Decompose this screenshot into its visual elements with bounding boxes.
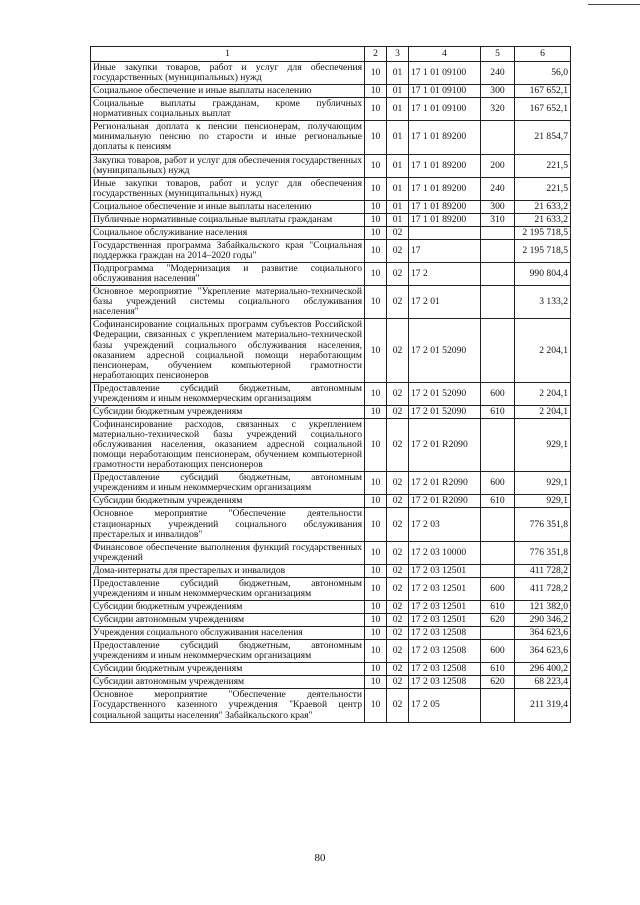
row-subsection: 02 (387, 564, 409, 577)
row-name: Основное мероприятие "Укрепление материально-технической базы учреждений системы социального обслуживания населения" (91, 286, 365, 319)
row-target-code: 17 (409, 239, 481, 262)
row-subsection: 02 (387, 627, 409, 640)
row-amount: 929,1 (515, 495, 571, 508)
budget-table (90, 46, 571, 723)
table-row (91, 200, 571, 213)
row-expense-type: 610 (481, 600, 515, 613)
row-subsection: 02 (387, 226, 409, 239)
row-section: 10 (365, 405, 387, 418)
row-name: Субсидии бюджетным учреждениям (91, 405, 365, 418)
row-section: 10 (365, 627, 387, 640)
row-section: 10 (365, 263, 387, 286)
row-subsection: 01 (387, 98, 409, 121)
row-target-code: 17 2 03 12501 (409, 614, 481, 627)
row-target-code: 17 2 03 12501 (409, 600, 481, 613)
row-amount: 776 351,8 (515, 541, 571, 564)
row-target-code: 17 2 03 10000 (409, 541, 481, 564)
row-amount: 2 204,1 (515, 382, 571, 405)
row-name: Региональная доплата к пенсии пенсионерам, получающим минимальную пенсию по старости и иные региональные доплаты к пенсиям (91, 121, 365, 154)
header-cell-3: 3 (387, 47, 409, 62)
table-row (91, 418, 571, 471)
row-expense-type: 300 (481, 200, 515, 213)
table-row (91, 564, 571, 577)
row-subsection: 02 (387, 472, 409, 495)
row-section: 10 (365, 676, 387, 689)
table-row (91, 62, 571, 85)
row-expense-type: 620 (481, 676, 515, 689)
row-target-code: 17 2 03 12501 (409, 577, 481, 600)
header-cell-2: 2 (365, 47, 387, 62)
row-section: 10 (365, 472, 387, 495)
row-expense-type (481, 564, 515, 577)
table-row (91, 600, 571, 613)
row-expense-type (481, 689, 515, 722)
row-section: 10 (365, 154, 387, 177)
row-expense-type: 240 (481, 62, 515, 85)
table-row (91, 154, 571, 177)
top-rule (588, 4, 640, 5)
table-row (91, 495, 571, 508)
row-name: Социальное обслуживание населения (91, 226, 365, 239)
row-section: 10 (365, 286, 387, 319)
row-section: 10 (365, 689, 387, 722)
row-target-code: 17 2 01 R2090 (409, 472, 481, 495)
table-row (91, 382, 571, 405)
row-expense-type: 310 (481, 213, 515, 226)
row-target-code: 17 1 01 09100 (409, 98, 481, 121)
table-row (91, 663, 571, 676)
row-expense-type: 240 (481, 177, 515, 200)
row-name: Основное мероприятие "Обеспечение деятельности Государственного казенного учреждения "Краевой центр социальной защиты населения" Забайкальского края" (91, 689, 365, 722)
header-cell-4: 4 (409, 47, 481, 62)
row-target-code: 17 2 03 12508 (409, 676, 481, 689)
row-expense-type: 600 (481, 577, 515, 600)
row-subsection: 02 (387, 418, 409, 471)
table-row (91, 85, 571, 98)
table-row (91, 98, 571, 121)
row-name: Предоставление субсидий бюджетным, автономным учреждениям и иным некоммерческим организациям (91, 577, 365, 600)
table-row (91, 614, 571, 627)
row-name: Социальное обеспечение и иные выплаты населению (91, 200, 365, 213)
row-section: 10 (365, 495, 387, 508)
row-name: Социальное обеспечение и иные выплаты населению (91, 85, 365, 98)
row-subsection: 02 (387, 676, 409, 689)
row-target-code: 17 2 03 12508 (409, 640, 481, 663)
row-subsection: 01 (387, 154, 409, 177)
row-expense-type: 600 (481, 640, 515, 663)
table-row (91, 239, 571, 262)
row-subsection: 02 (387, 382, 409, 405)
row-amount: 364 623,6 (515, 640, 571, 663)
row-name: Предоставление субсидий бюджетным, автономным учреждениям и иным некоммерческим организациям (91, 640, 365, 663)
row-section: 10 (365, 319, 387, 382)
row-subsection: 02 (387, 405, 409, 418)
table-row (91, 640, 571, 663)
row-amount: 221,5 (515, 177, 571, 200)
row-target-code: 17 2 (409, 263, 481, 286)
row-amount: 21 633,2 (515, 200, 571, 213)
row-section: 10 (365, 200, 387, 213)
row-section: 10 (365, 213, 387, 226)
row-section: 10 (365, 382, 387, 405)
row-name: Государственная программа Забайкальского края "Социальная поддержка граждан на 2014–2020 годы" (91, 239, 365, 262)
row-target-code: 17 1 01 89200 (409, 177, 481, 200)
row-section: 10 (365, 577, 387, 600)
row-subsection: 01 (387, 85, 409, 98)
row-target-code: 17 2 03 (409, 508, 481, 541)
row-subsection: 02 (387, 577, 409, 600)
row-target-code: 17 2 03 12508 (409, 663, 481, 676)
row-target-code: 17 1 01 89200 (409, 154, 481, 177)
row-expense-type (481, 541, 515, 564)
row-amount: 411 728,2 (515, 577, 571, 600)
row-amount: 167 652,1 (515, 98, 571, 121)
row-subsection: 01 (387, 62, 409, 85)
row-amount: 21 633,2 (515, 213, 571, 226)
row-section: 10 (365, 98, 387, 121)
row-name: Субсидии автономным учреждениям (91, 676, 365, 689)
row-name: Финансовое обеспечение выполнения функций государственных учреждений (91, 541, 365, 564)
row-target-code: 17 1 01 89200 (409, 200, 481, 213)
row-name: Основное мероприятие "Обеспечение деятельности стационарных учреждений социального обслуживания престарелых и инвалидов" (91, 508, 365, 541)
row-amount: 929,1 (515, 472, 571, 495)
row-amount: 296 400,2 (515, 663, 571, 676)
row-target-code (409, 226, 481, 239)
row-section: 10 (365, 541, 387, 564)
row-amount: 68 223,4 (515, 676, 571, 689)
row-section: 10 (365, 640, 387, 663)
row-expense-type (481, 239, 515, 262)
row-subsection: 02 (387, 508, 409, 541)
row-amount: 364 623,6 (515, 627, 571, 640)
row-target-code: 17 2 03 12508 (409, 627, 481, 640)
row-amount: 167 652,1 (515, 85, 571, 98)
row-section: 10 (365, 121, 387, 154)
table-row (91, 319, 571, 382)
row-subsection: 02 (387, 541, 409, 564)
header-row (91, 47, 571, 62)
row-section: 10 (365, 239, 387, 262)
row-expense-type: 320 (481, 98, 515, 121)
row-expense-type (481, 627, 515, 640)
header-cell-5: 5 (481, 47, 515, 62)
row-target-code: 17 2 01 (409, 286, 481, 319)
row-expense-type (481, 508, 515, 541)
row-subsection: 01 (387, 200, 409, 213)
table-row (91, 263, 571, 286)
row-expense-type: 610 (481, 663, 515, 676)
row-amount: 2 204,1 (515, 405, 571, 418)
row-subsection: 01 (387, 121, 409, 154)
row-expense-type (481, 121, 515, 154)
table-row (91, 226, 571, 239)
row-expense-type: 610 (481, 495, 515, 508)
row-target-code: 17 2 05 (409, 689, 481, 722)
row-section: 10 (365, 418, 387, 471)
row-target-code: 17 2 01 52090 (409, 319, 481, 382)
row-name: Социальные выплаты гражданам, кроме публичных нормативных социальных выплат (91, 98, 365, 121)
row-amount: 929,1 (515, 418, 571, 471)
row-section: 10 (365, 85, 387, 98)
row-amount: 2 195 718,5 (515, 226, 571, 239)
row-amount: 2 204,1 (515, 319, 571, 382)
row-target-code: 17 2 01 R2090 (409, 418, 481, 471)
table-row (91, 286, 571, 319)
row-name: Софинансирование расходов, связанных с укреплением материально-технической базы учреждений социального обслуживания населения, оказанием адресной социальной помощи неработающим пенсионерам, обучением компьютерной грамотности неработающих пенсионеров (91, 418, 365, 471)
row-subsection: 02 (387, 286, 409, 319)
row-subsection: 02 (387, 600, 409, 613)
row-section: 10 (365, 226, 387, 239)
row-subsection: 02 (387, 263, 409, 286)
row-expense-type (481, 418, 515, 471)
row-target-code: 17 1 01 89200 (409, 121, 481, 154)
row-name: Учреждения социального обслуживания населения (91, 627, 365, 640)
row-section: 10 (365, 62, 387, 85)
row-subsection: 02 (387, 495, 409, 508)
row-name: Закупка товаров, работ и услуг для обеспечения государственных (муниципальных) нужд (91, 154, 365, 177)
row-name: Иные закупки товаров, работ и услуг для обеспечения государственных (муниципальных) нужд (91, 62, 365, 85)
row-amount: 56,0 (515, 62, 571, 85)
row-name: Дома-интернаты для престарелых и инвалидов (91, 564, 365, 577)
header-cell-1: 1 (91, 47, 365, 62)
row-amount: 211 319,4 (515, 689, 571, 722)
row-section: 10 (365, 663, 387, 676)
row-section: 10 (365, 600, 387, 613)
table-row (91, 627, 571, 640)
page-number: 80 (314, 852, 326, 864)
row-amount: 121 382,0 (515, 600, 571, 613)
row-amount: 2 195 718,5 (515, 239, 571, 262)
row-amount: 290 346,2 (515, 614, 571, 627)
row-amount: 411 728,2 (515, 564, 571, 577)
row-amount: 221,5 (515, 154, 571, 177)
table-row (91, 472, 571, 495)
table-row (91, 121, 571, 154)
row-name: Софинансирование социальных программ субъектов Российской Федерации, связанных с укреплением материально-технической базы учреждений социального обслуживания населения, оказанием адресной социальной помощи неработающим пенсионерам, обучением компьютерной грамотности неработающих пенсионеров (91, 319, 365, 382)
table-row (91, 405, 571, 418)
row-expense-type: 620 (481, 614, 515, 627)
row-amount: 3 133,2 (515, 286, 571, 319)
row-amount: 21 854,7 (515, 121, 571, 154)
row-section: 10 (365, 508, 387, 541)
row-section: 10 (365, 564, 387, 577)
row-expense-type (481, 226, 515, 239)
row-expense-type (481, 263, 515, 286)
row-name: Субсидии автономным учреждениям (91, 614, 365, 627)
row-expense-type: 600 (481, 382, 515, 405)
row-expense-type: 610 (481, 405, 515, 418)
row-expense-type (481, 286, 515, 319)
table-row (91, 676, 571, 689)
row-subsection: 02 (387, 640, 409, 663)
table-row (91, 508, 571, 541)
row-subsection: 01 (387, 213, 409, 226)
row-name: Предоставление субсидий бюджетным, автономным учреждениям и иным некоммерческим организациям (91, 382, 365, 405)
row-name: Подпрограмма "Модернизация и развитие социального обслуживания населения" (91, 263, 365, 286)
row-target-code: 17 1 01 89200 (409, 213, 481, 226)
row-subsection: 02 (387, 319, 409, 382)
row-subsection: 02 (387, 614, 409, 627)
row-section: 10 (365, 177, 387, 200)
row-target-code: 17 2 01 52090 (409, 405, 481, 418)
table-row (91, 577, 571, 600)
row-target-code: 17 1 01 09100 (409, 62, 481, 85)
row-name: Субсидии бюджетным учреждениям (91, 663, 365, 676)
row-subsection: 02 (387, 663, 409, 676)
row-amount: 990 804,4 (515, 263, 571, 286)
row-name: Иные закупки товаров, работ и услуг для обеспечения государственных (муниципальных) нужд (91, 177, 365, 200)
row-name: Публичные нормативные социальные выплаты гражданам (91, 213, 365, 226)
row-section: 10 (365, 614, 387, 627)
row-amount: 776 351,8 (515, 508, 571, 541)
row-subsection: 02 (387, 689, 409, 722)
row-subsection: 01 (387, 177, 409, 200)
table-row (91, 177, 571, 200)
row-name: Субсидии бюджетным учреждениям (91, 600, 365, 613)
header-cell-6: 6 (515, 47, 571, 62)
row-expense-type (481, 319, 515, 382)
table-row (91, 213, 571, 226)
row-expense-type: 600 (481, 472, 515, 495)
row-target-code: 17 2 03 12501 (409, 564, 481, 577)
row-expense-type: 200 (481, 154, 515, 177)
row-target-code: 17 1 01 09100 (409, 85, 481, 98)
row-target-code: 17 2 01 R2090 (409, 495, 481, 508)
row-target-code: 17 2 01 52090 (409, 382, 481, 405)
table-row (91, 689, 571, 722)
row-name: Субсидии бюджетным учреждениям (91, 495, 365, 508)
row-expense-type: 300 (481, 85, 515, 98)
row-subsection: 02 (387, 239, 409, 262)
table-row (91, 541, 571, 564)
row-name: Предоставление субсидий бюджетным, автономным учреждениям и иным некоммерческим организациям (91, 472, 365, 495)
